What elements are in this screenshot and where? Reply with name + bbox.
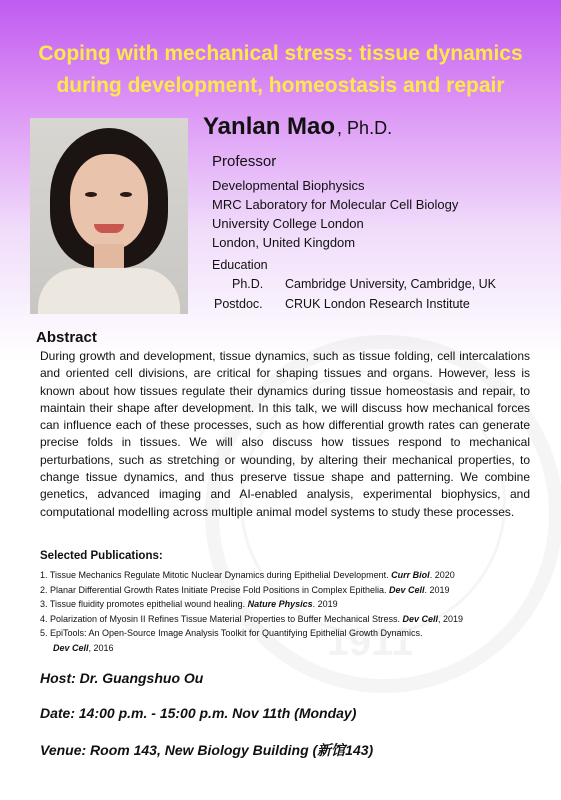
publications-list <box>40 568 550 655</box>
education-institution: CRUK London Research Institute <box>285 297 470 311</box>
venue-line: Venue: Room 143, New Biology Building (新馆143) <box>40 742 374 758</box>
publications-heading: Selected Publications: <box>40 550 163 562</box>
publication-item: 3. Tissue fluidity promotes epithelial wound healing. Nature Physics. 2019 <box>40 599 338 609</box>
talk-title-line1: Coping with mechanical stress: tissue dynamics <box>38 42 523 65</box>
date-line: Date: 14:00 p.m. - 15:00 p.m. Nov 11th (Monday) <box>40 705 357 721</box>
publication-item: 5. EpiTools: An Open-Source Image Analysis Toolkit for Quantifying Epithelial Growth Dynamics. <box>40 628 423 638</box>
abstract-heading: Abstract <box>36 329 97 346</box>
talk-title-line2: during development, homeostasis and repair <box>56 74 505 97</box>
speaker-affiliation <box>212 176 458 252</box>
education-institution: Cambridge University, Cambridge, UK <box>285 277 496 291</box>
education-degree: Postdoc. <box>214 297 263 311</box>
speaker-degree: , Ph.D. <box>337 118 393 138</box>
education-label: Education <box>212 258 268 272</box>
speaker-position: Professor <box>212 153 277 170</box>
publication-item: 2. Planar Differential Growth Rates Initiate Precise Fold Positions in Complex Epithelia. Dev Cell. 2019 <box>40 584 450 595</box>
talk-title <box>0 38 561 102</box>
affiliation-line: Developmental Biophysics <box>212 178 365 193</box>
speaker-photo <box>30 118 188 314</box>
abstract-text: During growth and development, tissue dynamics, such as tissue folding, cell intercalations and oriented cell divisions, are critical for shaping tissues and organs. However, less is known about how tissues regulate their dynamics during tissue homeostasis and repair, to maintain their shape after development. In this talk, we will discuss how mechanical forces can influence each of these processes, such as how differential growth rates can generate precise folds in tissues. We will also discuss how tissues respond to mechanical perturbations, such as stretching or wounding, by altering their mechanical properties, to change tissue dynamics, and thus preserve tissue shape and patterning. We combine genetics, advanced imaging and AI-enabled analysis, experimental biophysics, and computational modelling across multiple animal model systems to study these processes. <box>40 349 530 519</box>
speaker-name-row <box>203 113 392 141</box>
publication-item: 4. Polarization of Myosin II Refines Tissue Material Properties to Buffer Mechanical Stress. Dev Cell, 2019 <box>40 613 464 624</box>
host-line: Host: Dr. Guangshuo Ou <box>40 670 204 686</box>
publication-item-continued: Dev Cell, 2016 <box>53 642 114 653</box>
publication-item: 1. Tissue Mechanics Regulate Mitotic Nuclear Dynamics during Epithelial Development. Curr Biol. 2020 <box>40 570 455 580</box>
affiliation-line: MRC Laboratory for Molecular Cell Biology <box>212 197 459 212</box>
affiliation-line: University College London <box>212 216 364 231</box>
speaker-name: Yanlan Mao <box>203 113 336 140</box>
affiliation-line: London, United Kingdom <box>212 235 356 250</box>
seal-year-watermark: 1911 <box>326 620 414 664</box>
education-degree: Ph.D. <box>232 277 264 291</box>
